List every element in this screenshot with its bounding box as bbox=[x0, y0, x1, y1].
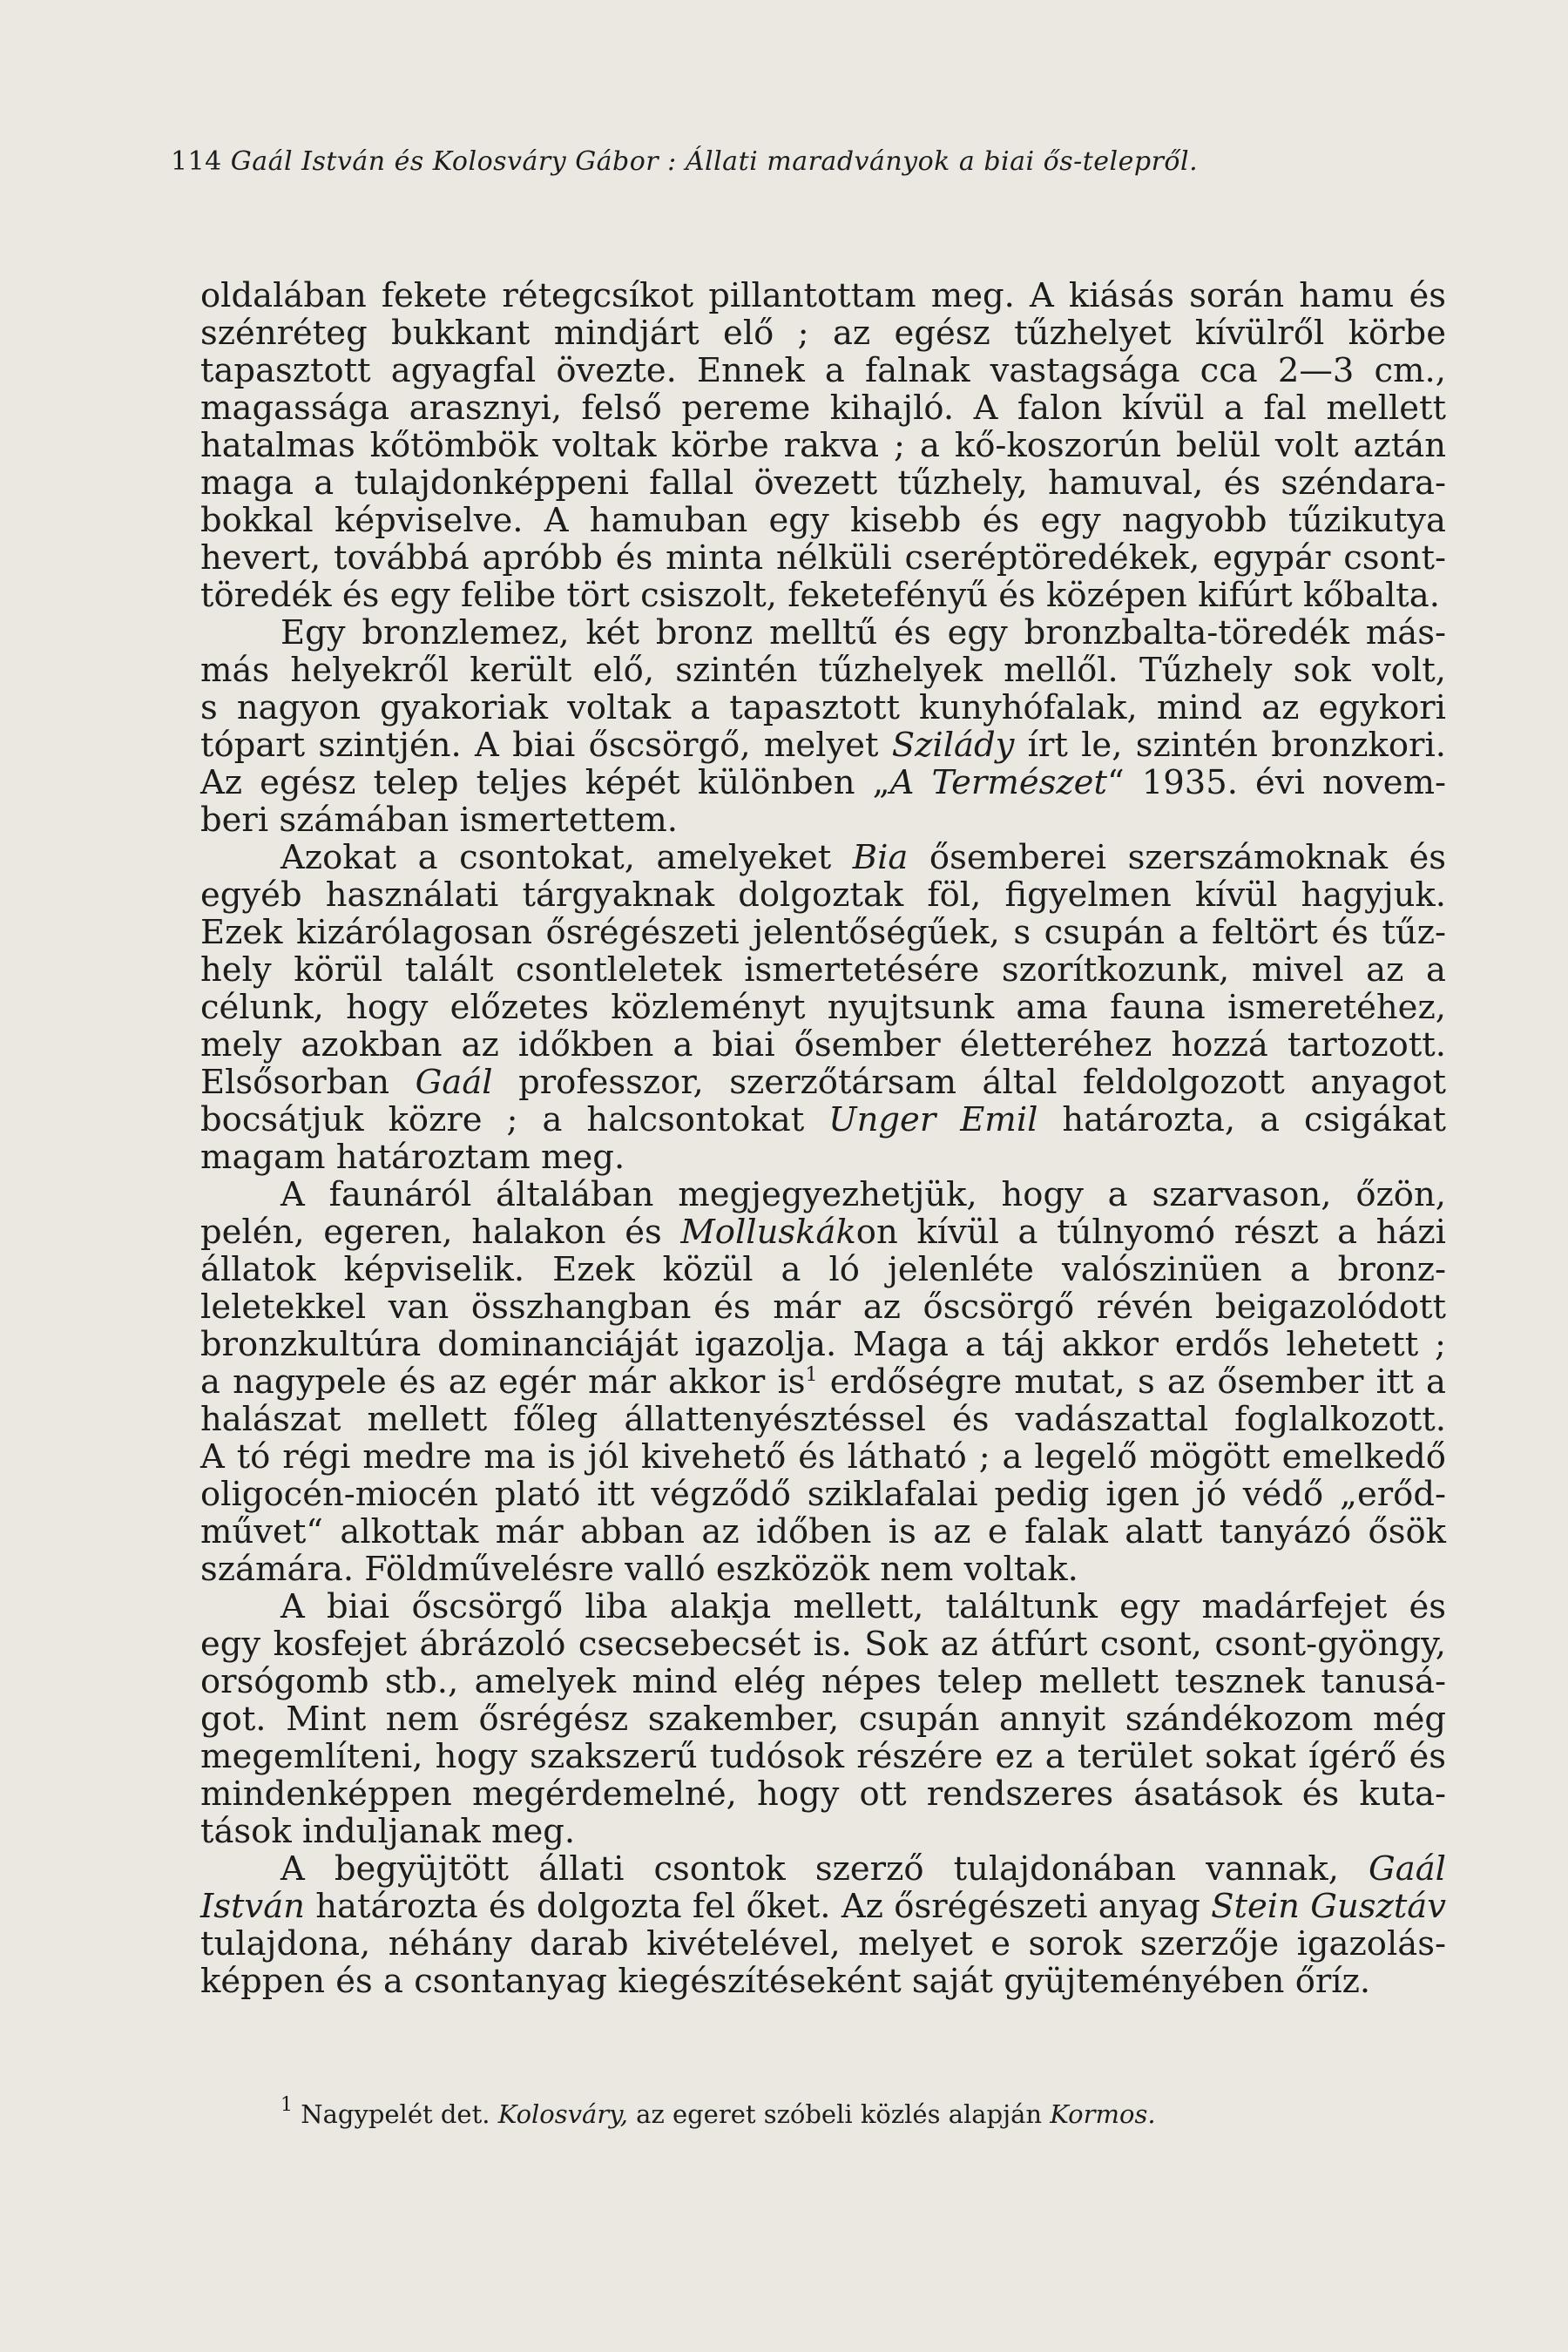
text-segment: maga a tulajdonképpeni fallal övezett tűzhely, hamuval, és széndara- bbox=[200, 463, 1446, 503]
text-segment: egyéb használati tárgyaknak dolgoztak föl, figyelmen kívül hagyjuk. bbox=[200, 875, 1446, 915]
text-segment: írt le, szintén bronzkori. bbox=[1014, 726, 1446, 765]
text-line bbox=[200, 1963, 1446, 2000]
text-segment: képpen és a csontanyag kiegészítéseként saját gyüjteményében őríz. bbox=[200, 1962, 1371, 2001]
text-segment: leletekkel van összhangban és már az őscsörgő révén beigazolódott bbox=[200, 1288, 1446, 1327]
text-segment: művet“ alkottak már abban az időben is az e falak alatt tanyázó ősök bbox=[200, 1512, 1446, 1551]
text-line bbox=[200, 1326, 1446, 1363]
text-line bbox=[200, 352, 1446, 389]
text-segment: erdőségre mutat, s az ősember itt a bbox=[817, 1362, 1446, 1402]
text-line bbox=[200, 277, 1446, 314]
text-segment: bocsátjuk közre ; a halcsontokat bbox=[200, 1100, 829, 1139]
text-line bbox=[200, 614, 1446, 652]
running-head bbox=[171, 146, 1198, 177]
text-segment: mindenképpen megérdemelné, hogy ott rendszeres ásatások és kuta- bbox=[200, 1774, 1446, 1814]
text-segment: s nagyon gyakoriak voltak a tapasztott kunyhófalak, mind az egykori bbox=[200, 688, 1446, 727]
text-segment: töredék és egy felibe tört csiszolt, feketefényű és középen kifúrt kőbalta. bbox=[200, 576, 1440, 615]
text-line bbox=[200, 389, 1446, 427]
text-segment: hatalmas kőtömbök voltak körbe rakva ; a kő-koszorún belül volt aztán bbox=[200, 426, 1446, 465]
text-segment: beri számában ismertettem. bbox=[200, 801, 678, 840]
text-line bbox=[200, 1663, 1446, 1700]
text-segment: oligocén-miocén plató itt végződő sziklafalai pedig igen jó védő „erőd- bbox=[200, 1475, 1446, 1514]
text-segment: A faunáról általában megjegyezhetjük, hogy a szarvason, őzön, bbox=[280, 1175, 1446, 1214]
text-line bbox=[200, 1288, 1446, 1326]
text-line bbox=[200, 1700, 1446, 1738]
text-line bbox=[200, 1513, 1446, 1551]
text-line bbox=[200, 1925, 1446, 1963]
text-segment: Ezek kizárólagosan ősrégészeti jelentőségűek, s csupán a feltört és tűz- bbox=[200, 913, 1446, 952]
footnote-name-kolosvary: Kolosváry, bbox=[497, 2099, 628, 2129]
text-segment: on kívül a túlnyomó részt a házi bbox=[855, 1213, 1447, 1252]
text-line bbox=[200, 427, 1446, 464]
italic-text: A Természet bbox=[889, 763, 1107, 802]
text-line bbox=[200, 1101, 1446, 1139]
italic-text: Bia bbox=[852, 838, 909, 877]
text-line bbox=[200, 1625, 1446, 1663]
footnote-reference: 1 bbox=[805, 1364, 818, 1386]
footnote bbox=[280, 2094, 1156, 2129]
text-line bbox=[200, 1775, 1446, 1813]
italic-text: Molluskák bbox=[680, 1213, 856, 1252]
text-segment: magam határoztam meg. bbox=[200, 1138, 625, 1177]
text-segment: Elsősorban bbox=[200, 1063, 416, 1102]
text-segment: Azokat a csontokat, amelyeket bbox=[280, 838, 853, 877]
text-segment: számára. Földművelésre valló eszközök nem voltak. bbox=[200, 1550, 1078, 1589]
text-segment: hevert, továbbá apróbb és minta nélküli cseréptöredékek, egypár csont- bbox=[200, 538, 1446, 578]
text-segment: egy kosfejet ábrázoló csecsebecsét is. Sok az átfúrt csont, csont-gyöngy, bbox=[200, 1625, 1446, 1664]
text-line bbox=[200, 464, 1446, 502]
page-number: 114 bbox=[171, 146, 222, 177]
text-segment: tópart szintjén. A biai őscsörgő, melyet bbox=[200, 726, 892, 765]
italic-text: Stein Gusztáv bbox=[1211, 1887, 1446, 1926]
body-text bbox=[200, 277, 1446, 2000]
text-segment: A tó régi medre ma is jól kivehető és látható ; a legelő mögött emelkedő bbox=[200, 1437, 1446, 1477]
text-line bbox=[200, 1064, 1446, 1101]
text-line bbox=[200, 1888, 1446, 1925]
footnote-name-kormos: Kormos. bbox=[1050, 2099, 1156, 2129]
text-segment: más helyekről került elő, szintén tűzhelyek mellől. Tűzhely sok volt, bbox=[200, 651, 1446, 690]
text-segment: A begyüjtött állati csontok szerző tulajdonában vannak, bbox=[280, 1849, 1369, 1889]
text-segment: magassága arasznyi, felső pereme kihajló. A falon kívül a fal mellett bbox=[200, 389, 1446, 428]
text-line bbox=[200, 652, 1446, 689]
footnote-text-middle: az egeret szóbeli közlés alapján bbox=[627, 2099, 1051, 2129]
text-line bbox=[200, 577, 1446, 614]
text-segment: határozta és dolgozta fel őket. Az ősrégészeti anyag bbox=[304, 1887, 1212, 1926]
text-segment: bronzkultúra dominanciáját igazolja. Maga a táj akkor erdős lehetett ; bbox=[200, 1325, 1446, 1364]
text-line bbox=[200, 876, 1446, 914]
text-segment: megemlíteni, hogy szakszerű tudósok részére ez a terület sokat ígérő és bbox=[200, 1737, 1446, 1776]
text-line bbox=[200, 1139, 1446, 1176]
text-line bbox=[200, 727, 1446, 764]
text-segment: célunk, hogy előzetes közleményt nyujtsunk ama fauna ismeretéhez, bbox=[200, 988, 1446, 1027]
text-segment: tások induljanak meg. bbox=[200, 1812, 576, 1851]
italic-text: István bbox=[200, 1887, 305, 1926]
text-segment: tulajdona, néhány darab kivételével, melyet e sorok szerzője igazolás- bbox=[200, 1924, 1446, 1963]
italic-text: Gaál bbox=[415, 1063, 493, 1102]
text-segment: Egy bronzlemez, két bronz melltű és egy bronzbalta-töredék más- bbox=[280, 613, 1446, 652]
text-line bbox=[200, 764, 1446, 801]
text-line bbox=[200, 314, 1446, 352]
text-line bbox=[200, 539, 1446, 577]
text-line bbox=[200, 801, 1446, 839]
text-segment: mely azokban az időkben a biai ősember életteréhez hozzá tartozott. bbox=[200, 1025, 1446, 1064]
text-line bbox=[200, 1588, 1446, 1625]
text-line bbox=[200, 689, 1446, 727]
text-line bbox=[200, 1551, 1446, 1588]
text-segment: Az egész telep teljes képét különben „ bbox=[200, 763, 890, 802]
text-line bbox=[200, 1438, 1446, 1476]
text-line bbox=[200, 1176, 1446, 1213]
text-line bbox=[200, 1401, 1446, 1438]
text-line bbox=[200, 1813, 1446, 1850]
text-line bbox=[200, 1251, 1446, 1288]
text-line bbox=[200, 914, 1446, 951]
text-segment: orsógomb stb., amelyek mind elég népes telep mellett tesznek tanusá- bbox=[200, 1662, 1446, 1701]
text-segment: a nagypele és az egér már akkor is bbox=[200, 1362, 806, 1402]
text-segment: A biai őscsörgő liba alakja mellett, találtunk egy madárfejet és bbox=[280, 1587, 1446, 1626]
text-segment: tapasztott agyagfal övezte. Ennek a falnak vastagsága cca 2—3 cm., bbox=[200, 351, 1446, 390]
footnote-marker: 1 bbox=[280, 2094, 293, 2116]
text-segment: határozta, a csigákat bbox=[1037, 1100, 1447, 1139]
text-line bbox=[200, 951, 1446, 989]
footnote-text-before: Nagypelét det. bbox=[293, 2099, 498, 2129]
text-segment: ősemberei szerszámoknak és bbox=[908, 838, 1447, 877]
text-segment: oldalában fekete rétegcsíkot pillantottam meg. A kiásás során hamu és bbox=[200, 276, 1446, 315]
text-line bbox=[200, 1213, 1446, 1251]
text-line bbox=[200, 1738, 1446, 1775]
text-segment: bokkal képviselve. A hamuban egy kisebb és egy nagyobb tűzikutya bbox=[200, 501, 1446, 540]
italic-text: Szilády bbox=[891, 726, 1015, 765]
italic-text: Gaál bbox=[1369, 1849, 1446, 1889]
text-segment: hely körül talált csontleletek ismertetésére szorítkozunk, mivel az a bbox=[200, 950, 1446, 990]
text-segment: professzor, szerzőtársam által feldolgozott anyagot bbox=[492, 1063, 1446, 1102]
text-segment: “ 1935. évi novem- bbox=[1106, 763, 1446, 802]
text-line bbox=[200, 989, 1446, 1026]
text-segment: pelén, egeren, halakon és bbox=[200, 1213, 681, 1252]
text-line bbox=[200, 1476, 1446, 1513]
text-segment: got. Mint nem ősrégész szakember, csupán annyit szándékozom még bbox=[200, 1700, 1446, 1739]
text-segment: állatok képviselik. Ezek közül a ló jelenléte valószinüen a bronz- bbox=[200, 1250, 1446, 1289]
text-line bbox=[200, 1026, 1446, 1064]
text-segment: halászat mellett főleg állattenyésztéssel és vadászattal foglalkozott. bbox=[200, 1400, 1446, 1439]
text-line bbox=[200, 1363, 1446, 1401]
running-title: Gaál István és Kolosváry Gábor : Állati maradványok a biai ős-telepről. bbox=[230, 146, 1199, 177]
text-line bbox=[200, 839, 1446, 876]
italic-text: Unger Emil bbox=[828, 1100, 1038, 1139]
text-segment: szénréteg bukkant mindjárt elő ; az egész tűzhelyet kívülről körbe bbox=[200, 314, 1446, 353]
text-line bbox=[200, 502, 1446, 539]
text-line bbox=[200, 1850, 1446, 1888]
